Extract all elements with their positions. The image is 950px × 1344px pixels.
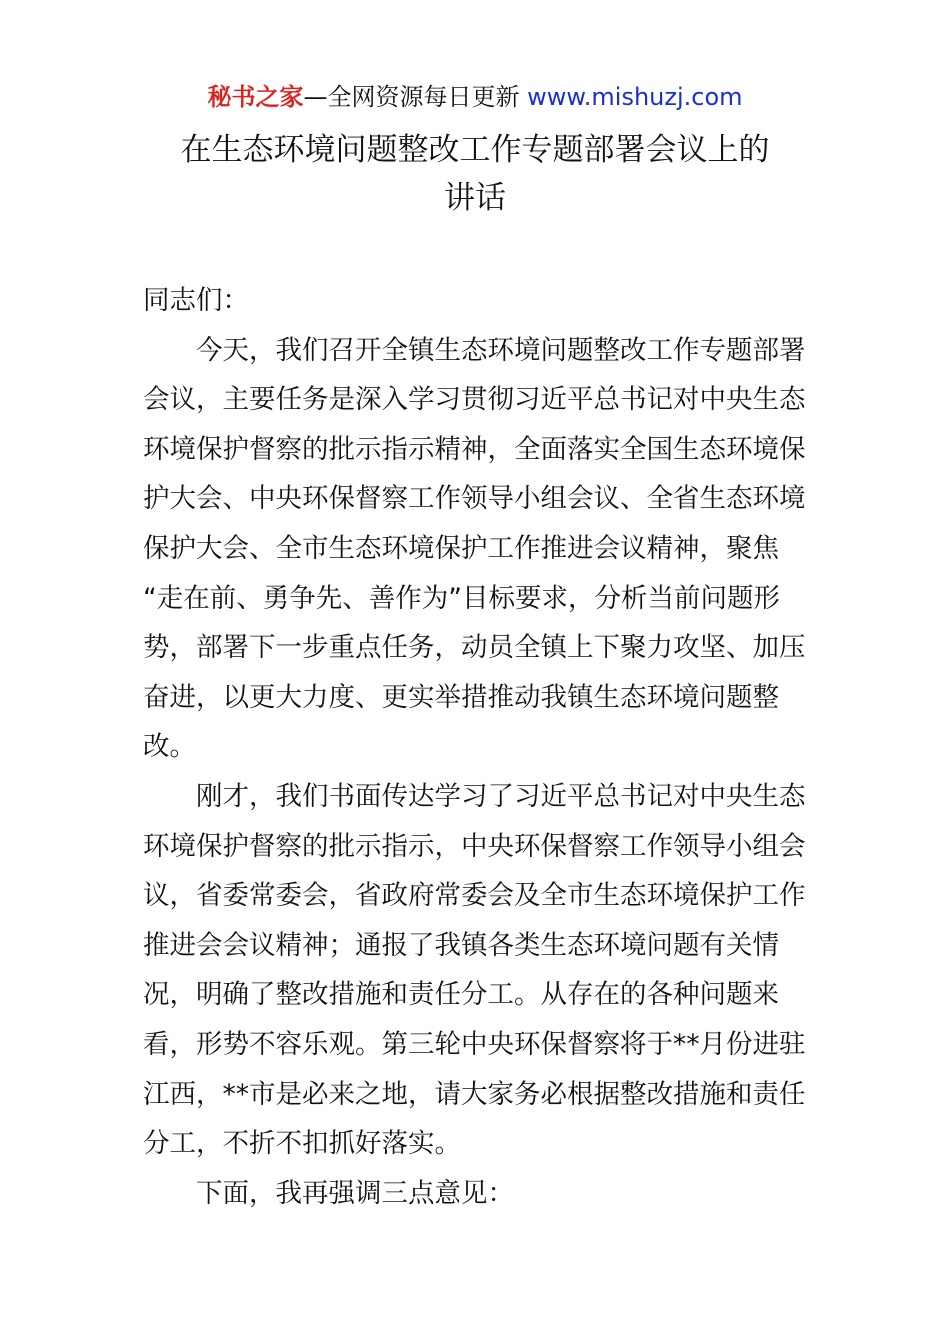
document-body: [143, 276, 809, 1218]
document-title: [100, 126, 850, 222]
site-header: [0, 80, 950, 114]
brand-name: 秘书之家: [207, 83, 304, 111]
title-line-2: 讲话: [444, 180, 506, 216]
paragraph-line: 环境保护督察的批示指示精神，全面落实全国生态环境保: [143, 433, 806, 465]
paragraph-line: 奋进，以更大力度、更实举措推动我镇生态环境问题整: [143, 681, 779, 713]
paragraph-line: 环境保护督察的批示指示，中央环保督察工作领导小组会: [143, 830, 806, 862]
title-line-1: 在生态环境问题整改工作专题部署会议上的: [180, 132, 770, 168]
paragraph-line: 会议，主要任务是深入学习贯彻习近平总书记对中央生态: [143, 384, 806, 416]
paragraph-line: 况，明确了整改措施和责任分工。从存在的各种问题来: [143, 979, 779, 1011]
salutation: 同志们：: [143, 285, 249, 316]
header-tagline: —全网资源每日更新: [303, 83, 528, 111]
paragraph-line: 今天，我们召开全镇生态环境问题整改工作专题部署: [196, 334, 806, 366]
paragraph-line: 下面，我再强调三点意见：: [196, 1177, 514, 1209]
paragraph-line: 势，部署下一步重点任务，动员全镇上下聚力攻坚、加压: [143, 632, 806, 664]
paragraph-line: “走在前、勇争先、善作为”目标要求，分析当前问题形: [143, 582, 780, 614]
paragraph-line: 推进会会议精神；通报了我镇各类生态环境问题有关情: [143, 929, 779, 961]
paragraph-line: 改。: [143, 731, 196, 763]
site-url-link[interactable]: www.mishuzj.com: [527, 83, 743, 111]
paragraph-line: 保护大会、全市生态环境保护工作推进会议精神，聚焦: [143, 532, 779, 564]
paragraph-line: 分工，不折不扣抓好落实。: [143, 1128, 461, 1160]
paragraph-line: 刚才，我们书面传达学习了习近平总书记对中央生态: [196, 780, 806, 812]
paragraph-line: 看，形势不容乐观。第三轮中央环保督察将于**月份进驻: [143, 1028, 806, 1060]
paragraph-line: 江西，**市是必来之地，请大家务必根据整改措施和责任: [143, 1078, 806, 1110]
paragraph-line: 护大会、中央环保督察工作领导小组会议、全省生态环境: [143, 483, 806, 515]
paragraph-line: 议，省委常委会，省政府常委会及全市生态环境保护工作: [143, 880, 806, 912]
